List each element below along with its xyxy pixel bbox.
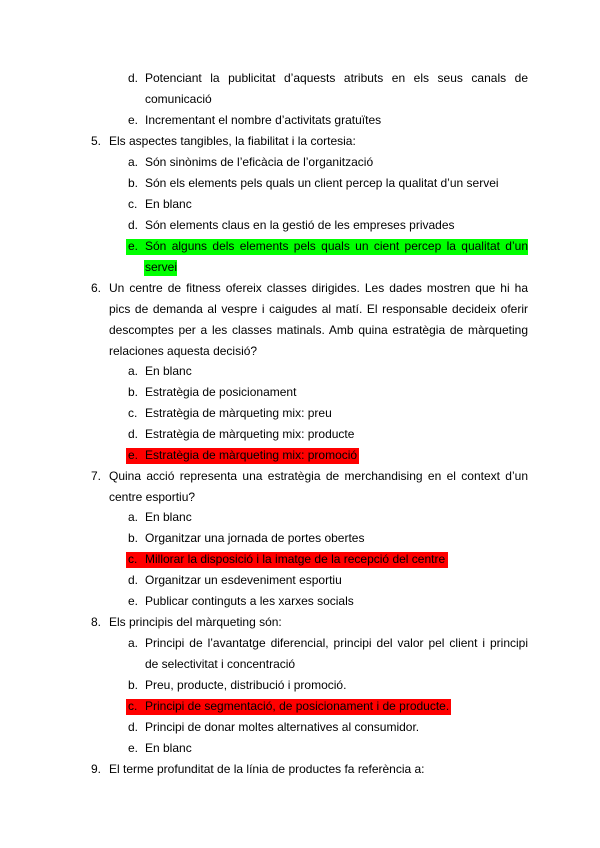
prev-option-e [0, 110, 600, 131]
option-letter: e. [128, 448, 139, 462]
option-letter: a. [128, 155, 139, 169]
option-text: En blanc [145, 741, 192, 755]
option-text: Incrementant el nombre d’activitats gratuïtes [145, 113, 382, 127]
option-text: Organitzar una jornada de portes obertes [145, 531, 365, 545]
q7-option-d [0, 570, 600, 591]
q8-option-d [0, 717, 600, 738]
option-line: servei [145, 260, 178, 274]
q8-option-a [0, 633, 600, 675]
option-line: comunicació [145, 92, 212, 106]
option-letter: a. [128, 636, 139, 650]
option-text: Són els elements pels quals un client percep la qualitat d’un servei [145, 176, 499, 190]
option-text: Organitzar un esdeveniment esportiu [145, 573, 342, 587]
option-letter: d. [128, 218, 139, 232]
question-line: pics de demanda al vespre i caigudes al matí. El responsable decideix oferir [109, 302, 528, 316]
question-text: Els principis del màrqueting són: [109, 615, 282, 629]
q5-option-c [0, 194, 600, 215]
option-letter: d. [128, 573, 139, 587]
q5-option-e-correct [0, 236, 600, 278]
option-text: Principi de segmentació, de posicionament i de producte. [145, 699, 450, 713]
option-letter: a. [128, 364, 139, 378]
option-letter: c. [128, 699, 138, 713]
option-letter: a. [128, 510, 139, 524]
question-line: Quina acció representa una estratègia de merchandising en el context d’un [109, 469, 528, 483]
question-text: Els aspectes tangibles, la fiabilitat i la cortesia: [109, 134, 356, 148]
option-letter: d. [128, 720, 139, 734]
option-letter: b. [128, 385, 139, 399]
option-text: Millorar la disposició i la imatge de la recepció del centre [145, 552, 446, 566]
option-letter: b. [128, 176, 139, 190]
q5-option-d [0, 215, 600, 236]
question-text [109, 278, 528, 362]
option-text: En blanc [145, 364, 192, 378]
option-text [145, 236, 528, 278]
question-line: Un centre de fitness ofereix classes dirigides. Les dades mostren que hi ha [109, 281, 528, 295]
q6-option-e-wrong [0, 445, 600, 466]
option-text: Publicar continguts a les xarxes socials [145, 594, 354, 608]
question-number: 7. [91, 469, 102, 483]
q8-option-e [0, 738, 600, 759]
option-text: Principi de donar moltes alternatives al consumidor. [145, 720, 420, 734]
question-line: centre esportiu? [109, 490, 196, 504]
question-number: 5. [91, 134, 102, 148]
option-text: Estratègia de màrqueting mix: promoció [145, 448, 358, 462]
question-line: relaciones aquesta decisió? [109, 344, 258, 358]
option-letter: c. [128, 197, 138, 211]
option-text: Estratègia de màrqueting mix: preu [145, 406, 332, 420]
q6-option-b [0, 382, 600, 403]
option-letter: c. [128, 552, 138, 566]
option-line: de selectivitat i concentració [145, 657, 296, 671]
option-text: Preu, producte, distribució i promoció. [145, 678, 347, 692]
option-line: Potenciant la publicitat d’aquests atributs en els seus canals de [145, 71, 528, 85]
q7-option-b [0, 528, 600, 549]
question-line: descomptes per a les classes matinals. Amb quina estratègia de màrqueting [109, 323, 528, 337]
option-text: En blanc [145, 197, 192, 211]
option-text: En blanc [145, 510, 192, 524]
option-letter: c. [128, 406, 138, 420]
prev-option-d [0, 68, 600, 110]
option-text: Són elements claus en la gestió de les empreses privades [145, 218, 455, 232]
option-letter: b. [128, 678, 139, 692]
option-text: Estratègia de màrqueting mix: producte [145, 427, 355, 441]
q7-option-c-wrong [0, 549, 600, 570]
q8-option-c-wrong [0, 696, 600, 717]
option-letter: d. [128, 427, 139, 441]
option-line: Principi de l’avantatge diferencial, principi del valor pel client i principi [145, 636, 528, 650]
option-letter: d. [128, 71, 139, 85]
question-number: 8. [91, 615, 102, 629]
option-letter: e. [128, 113, 139, 127]
option-letter: e. [128, 594, 139, 608]
option-letter: b. [128, 531, 139, 545]
q6-option-a [0, 361, 600, 382]
q7-option-a [0, 507, 600, 528]
option-text: Estratègia de posicionament [145, 385, 297, 399]
question-text: El terme profunditat de la línia de productes fa referència a: [109, 762, 425, 776]
q5-option-a [0, 152, 600, 173]
question-number: 9. [91, 762, 102, 776]
q6-option-c [0, 403, 600, 424]
option-letter: e. [128, 741, 139, 755]
option-text [145, 633, 528, 675]
option-text [145, 68, 528, 110]
q5-option-b [0, 173, 600, 194]
q8-option-b [0, 675, 600, 696]
option-text: Són sinònims de l’eficàcia de l’organització [145, 155, 374, 169]
question-number: 6. [91, 281, 102, 295]
option-letter: e. [128, 239, 139, 253]
option-line: Són alguns dels elements pels quals un cient percep la qualitat d’un [145, 239, 528, 253]
question-text [109, 466, 528, 508]
q6-option-d [0, 424, 600, 445]
q7-option-e [0, 591, 600, 612]
